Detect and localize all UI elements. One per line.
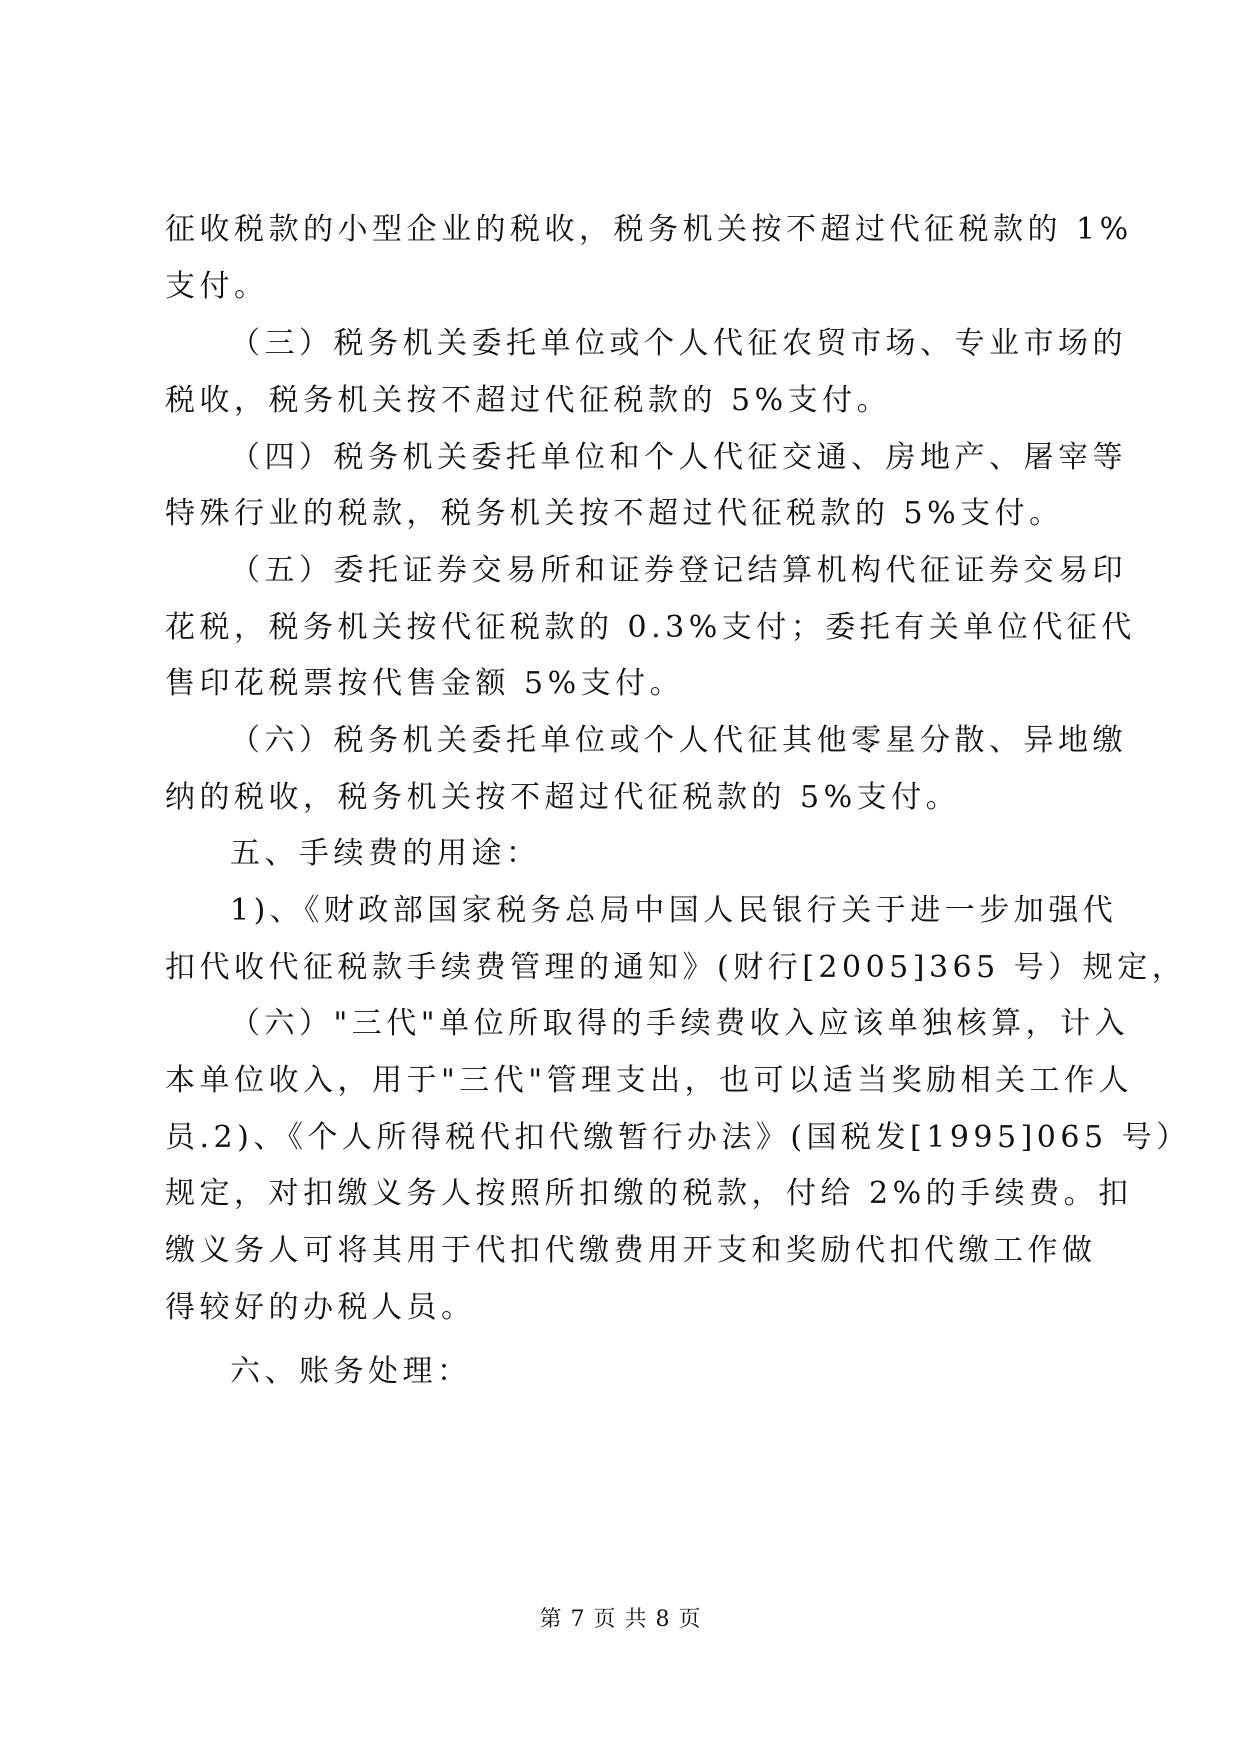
text-line-14: 扣代收代征税款手续费管理的通知》(财行[2005]365 号）规定， — [165, 950, 1187, 985]
text-line-5: （四）税务机关委托单位和个人代征交通、房地产、屠宰等 — [230, 440, 1127, 475]
text-line-1: 征收税款的小型企业的税收，税务机关按不超过代征税款的 1% — [165, 212, 1133, 247]
text-line-8: 花税，税务机关按代征税款的 0.3%支付；委托有关单位代征代 — [165, 610, 1136, 645]
section-heading-6: 六、账务处理： — [230, 1354, 472, 1389]
text-line-7: （五）委托证券交易所和证券登记结算机构代征证券交易印 — [230, 553, 1127, 588]
text-line-16: 本单位收入，用于"三代"管理支出，也可以适当奖励相关工作人 — [165, 1063, 1134, 1098]
text-line-15: （六）"三代"单位所取得的手续费收入应该单独核算，计入 — [230, 1006, 1130, 1041]
section-heading-5: 五、手续费的用途： — [230, 836, 541, 871]
text-line-6: 特殊行业的税款，税务机关按不超过代征税款的 5%支付。 — [165, 496, 1064, 531]
text-line-3: （三）税务机关委托单位或个人代征农贸市场、专业市场的 — [230, 326, 1127, 361]
text-line-4: 税收，税务机关按不超过代征税款的 5%支付。 — [165, 383, 892, 418]
text-line-18: 规定，对扣缴义务人按照所扣缴的税款，付给 2%的手续费。扣 — [165, 1176, 1133, 1211]
text-line-9: 售印花税票按代售金额 5%支付。 — [165, 666, 685, 701]
page-footer: 第 7 页 共 8 页 — [539, 1607, 702, 1632]
text-line-19: 缴义务人可将其用于代扣代缴费用开支和奖励代扣代缴工作做 — [165, 1233, 1097, 1268]
text-line-11: 纳的税收，税务机关按不超过代征税款的 5%支付。 — [165, 780, 961, 815]
text-line-10: （六）税务机关委托单位或个人代征其他零星分散、异地缴 — [230, 723, 1127, 758]
text-line-20: 得较好的办税人员。 — [165, 1290, 476, 1325]
text-line-13: 1)、《财政部国家税务总局中国人民银行关于进一步加强代 — [230, 893, 1118, 928]
text-line-2: 支付。 — [165, 269, 269, 304]
text-line-17: 员.2)、《个人所得税代扣代缴暂行办法》(国税发[1995]065 号） — [165, 1120, 1191, 1155]
